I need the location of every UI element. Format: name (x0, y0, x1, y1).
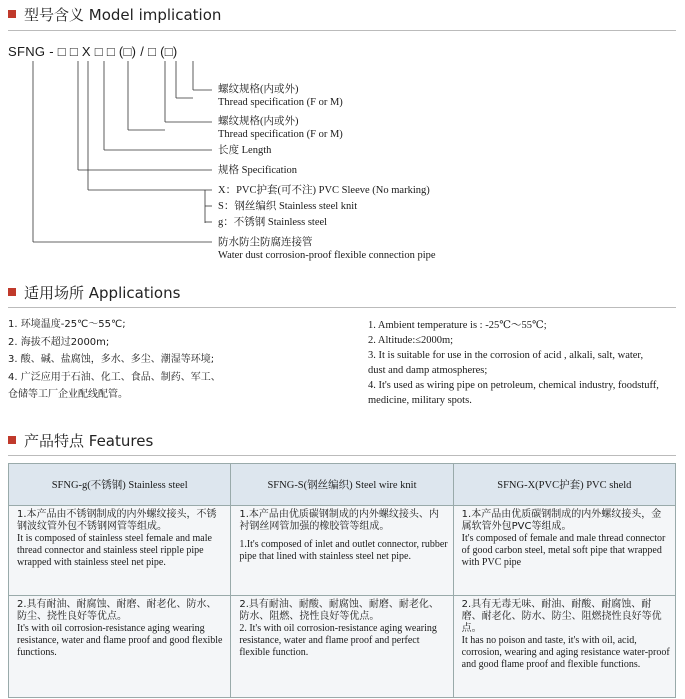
bullet-square-icon (8, 436, 16, 444)
label-stainless: g：不锈钢 Stainless steel (218, 217, 328, 228)
label-pipe: 防水防尘防腐连接管 Water dust corrosion-proof flexible connection pipe (218, 237, 436, 261)
divider (8, 455, 676, 456)
applications-cn: 1. 环境温度-25℃～55℃; 2. 海拔不超过2000m; 3. 酸、碱、盐腐蚀，多水、多尘、潮湿等环境; 4. 广泛应用于石油、化工、食品、制药、军工、 仓储等工厂企业配线配管。 (8, 319, 221, 400)
column-header: SFNG-S(钢丝编织) Steel wire knit (231, 464, 453, 506)
section-applications-header (8, 282, 180, 302)
divider (8, 307, 676, 308)
table-cell: 1.本产品由不锈钢制成的内外螺纹接头，不锈钢波纹管外包不锈钢网管等组成。 It is composed of stainless steel female and male thread connector and stainless steel ripple pipe wrapped with stainless steel net pipe. (9, 506, 231, 596)
applications-en: 1. Ambient temperature is : -25℃～55℃; 2. Altitude:≤2000m; 3. It is suitable for use in the corrosion of acid , alkali, salt, water, dust and damp atmospheres; 4. It's used as wiring pipe on petroleum, chemical industry, foodstuff, medicine, military spots. (368, 320, 659, 406)
label-specification: 规格 Specification (218, 165, 298, 176)
table-cell: 2.具有耐油、耐腐蚀、耐磨、耐老化、防水、防尘、挠性良好等优点。 It's with oil corrosion-resistance aging wearing resistance, water and flame proof and good flexible functions. (9, 596, 231, 698)
features-table (8, 463, 676, 698)
label-thread-spec-1: 螺纹规格(内或外) Thread specification (F or M) (218, 84, 343, 108)
table-cell: 2.具有无毒无味、耐油、耐酸、耐腐蚀、耐磨、耐老化、防水、防尘、阻燃挠性良好等优点。 It has no poison and taste, it's with oil, acid, corrosion, wearing and aging resistance water-proof and good flame proof and flexible functions. (453, 596, 675, 698)
label-steel-knit: S：钢丝编织 Stainless steel knit (218, 201, 358, 212)
table-cell: 2.具有耐油、耐酸、耐腐蚀、耐磨、耐老化、防水、阻燃、挠性良好等优点。 2. It's with oil corrosion-resistance aging wearing resistance, water and flame proof and perfect flexible function. (231, 596, 453, 698)
section-title: 适用场所 Applications (24, 283, 181, 302)
label-thread-spec-2: 螺纹规格(内或外) Thread specification (F or M) (218, 116, 343, 140)
column-header: SFNG-X(PVC护套) PVC sheld (453, 464, 675, 506)
label-length: 长度 Length (218, 145, 272, 156)
table-cell: 1.本产品由优质碳钢制成的内外螺纹接头，金属软管外包PVC等组成。 It's composed of female and male thread connector of good carbon steel, metal soft pipe that wrapped with PVC pipe (453, 506, 675, 596)
model-code: SFNG - □ □ X □ □ (□) / □ (□) (8, 44, 178, 59)
table-cell: 1.本产品由优质碳钢制成的内外螺纹接头、内衬钢丝网管加强的橡胶管等组成。 1.It's composed of inlet and outlet connector, rubber pipe that lined with stainless steel net pipe. (231, 506, 453, 596)
label-pvc-sleeve: X：PVC护套(可不注) PVC Sleeve (No marking) (218, 185, 430, 196)
column-header: SFNG-g(不锈钢) Stainless steel (9, 464, 231, 506)
bullet-square-icon (8, 288, 16, 296)
section-title: 产品特点 Features (24, 431, 154, 450)
section-title: 型号含义 Model implication (24, 5, 222, 24)
section-features-header (8, 430, 153, 450)
